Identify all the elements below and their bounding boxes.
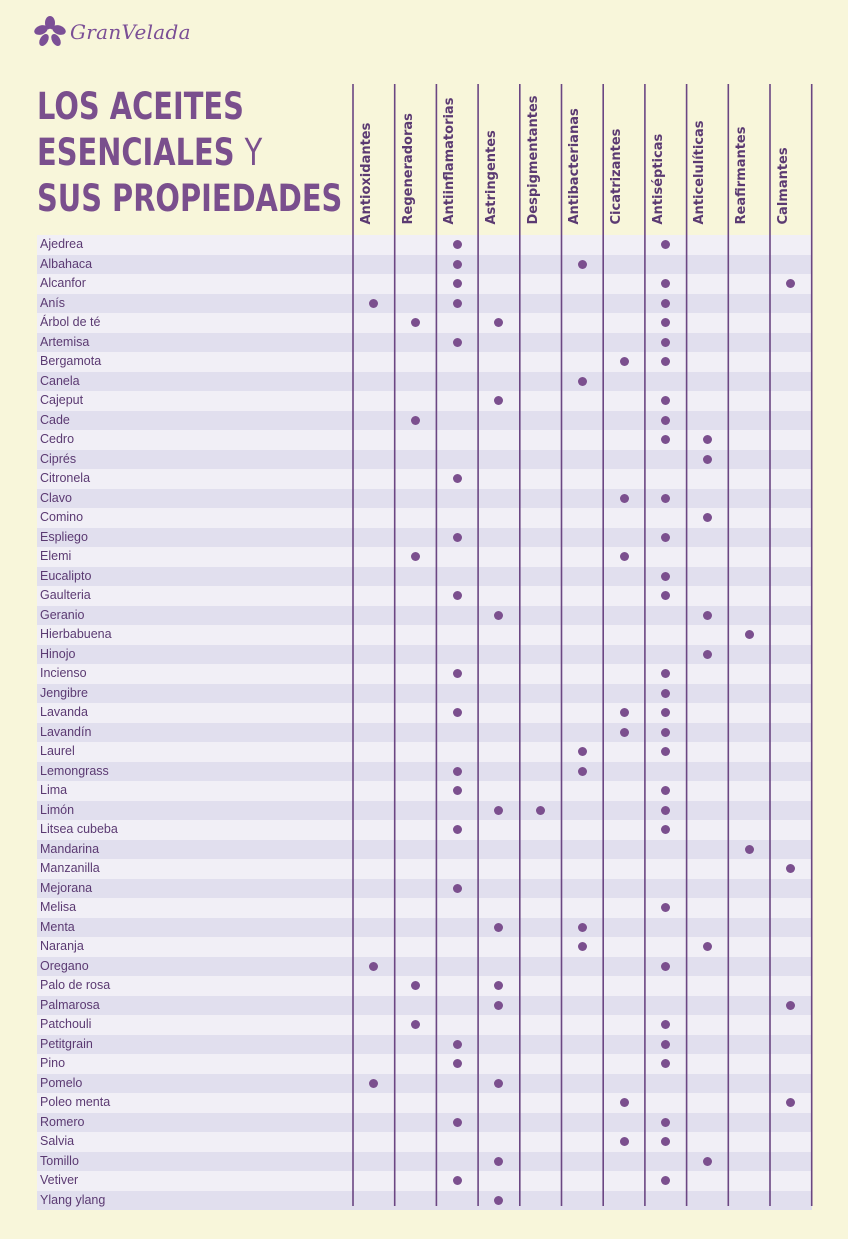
property-dot — [786, 864, 795, 873]
oil-name: Ajedrea — [40, 237, 84, 251]
property-dot — [661, 1040, 670, 1049]
oil-name: Elemi — [40, 549, 72, 563]
table-row — [37, 664, 812, 684]
property-dot — [411, 981, 420, 990]
property-dot — [620, 708, 629, 717]
table-row — [37, 586, 812, 606]
property-dot — [411, 552, 420, 561]
property-dot — [453, 338, 462, 347]
oil-name: Menta — [40, 919, 75, 934]
column-header-antisepticas — [645, 86, 687, 234]
column-header-label: Cicatrizantes — [609, 128, 625, 225]
oil-name: Eucalipto — [40, 568, 92, 583]
property-dot — [453, 786, 462, 795]
property-dot — [661, 1176, 670, 1185]
table-row — [37, 1054, 812, 1074]
title-line-2 — [37, 130, 271, 176]
oil-name: Palo de rosa — [40, 978, 111, 992]
property-dot — [494, 923, 503, 932]
property-dot — [578, 747, 587, 756]
table-row — [37, 898, 812, 918]
oil-name: Espliego — [40, 529, 88, 544]
brand-logo — [34, 12, 191, 52]
table-row — [37, 255, 812, 275]
oil-name: Poleo menta — [40, 1095, 111, 1109]
property-dot — [703, 455, 712, 464]
title-line-1: LOS ACEITES — [37, 85, 244, 128]
table-row — [37, 313, 812, 333]
table-row — [37, 918, 812, 938]
property-dot — [661, 728, 670, 737]
property-dot — [536, 806, 545, 815]
column-header-label: Astringentes — [483, 130, 499, 225]
table-row — [37, 1191, 812, 1211]
oil-name: Alcanfor — [40, 276, 86, 290]
property-dot — [453, 669, 462, 678]
property-dot — [494, 1196, 503, 1205]
table-row — [37, 352, 812, 372]
title-line-3: SUS PROPIEDADES — [37, 177, 343, 220]
table-row — [37, 625, 812, 645]
oil-name: Litsea cubeba — [40, 822, 118, 836]
brand-name: GranVelada — [70, 20, 191, 44]
title-line-2-suffix: Y — [244, 131, 263, 174]
property-dot — [494, 981, 503, 990]
table-row — [37, 1035, 812, 1055]
property-dot — [453, 1040, 462, 1049]
property-dot — [494, 1001, 503, 1010]
property-dot — [453, 1059, 462, 1068]
table-row — [37, 1132, 812, 1152]
column-header-label: Antiinflamatorias — [442, 97, 458, 225]
property-dot — [453, 299, 462, 308]
oil-name: Lavanda — [40, 705, 88, 719]
property-dot — [661, 1137, 670, 1146]
oil-name: Palmarosa — [40, 997, 100, 1012]
table-row — [37, 820, 812, 840]
property-dot — [453, 591, 462, 600]
table-row — [37, 450, 812, 470]
table-row — [37, 703, 812, 723]
oil-name: Limón — [40, 802, 75, 817]
property-dot — [661, 318, 670, 327]
oil-name: Gaulteria — [40, 588, 91, 602]
property-dot — [453, 884, 462, 893]
property-dot — [661, 338, 670, 347]
oil-name: Pino — [40, 1056, 66, 1070]
oil-name: Mandarina — [40, 841, 100, 856]
table-row — [37, 430, 812, 450]
property-dot — [661, 689, 670, 698]
property-dot — [703, 435, 712, 444]
oil-name: Laurel — [40, 744, 75, 758]
oil-name: Citronela — [40, 471, 91, 485]
property-dot — [620, 494, 629, 503]
oil-name: Mejorana — [40, 880, 93, 895]
oil-name: Ylang ylang — [40, 1192, 106, 1207]
table-row — [37, 333, 812, 353]
property-dot — [620, 728, 629, 737]
oil-name: Hinojo — [40, 646, 76, 661]
oil-name: Ciprés — [40, 451, 77, 466]
property-dot — [578, 942, 587, 951]
oil-name: Cedro — [40, 432, 75, 446]
oil-name: Árbol de té — [40, 315, 101, 329]
table-row — [37, 1113, 812, 1133]
property-dot — [578, 923, 587, 932]
table-row — [37, 411, 812, 431]
table-row — [37, 742, 812, 762]
column-header-calmantes — [770, 86, 812, 234]
oil-name: Pomelo — [40, 1075, 83, 1090]
table-row — [37, 1074, 812, 1094]
property-dot — [661, 786, 670, 795]
property-dot — [661, 572, 670, 581]
property-dot — [620, 1137, 629, 1146]
property-dot — [411, 416, 420, 425]
oil-name: Salvia — [40, 1134, 75, 1148]
property-dot — [453, 708, 462, 717]
properties-table — [37, 235, 812, 1210]
property-dot — [369, 299, 378, 308]
property-dot — [494, 806, 503, 815]
page-title — [37, 84, 343, 222]
column-header-antioxidantes — [353, 86, 395, 234]
property-dot — [453, 240, 462, 249]
property-dot — [620, 357, 629, 366]
property-dot — [411, 1020, 420, 1029]
table-row — [37, 489, 812, 509]
table-row — [37, 1152, 812, 1172]
table-row — [37, 235, 812, 255]
property-dot — [661, 903, 670, 912]
table-row — [37, 391, 812, 411]
property-dot — [661, 1020, 670, 1029]
property-dot — [786, 279, 795, 288]
table-row — [37, 508, 812, 528]
property-dot — [453, 533, 462, 542]
table-row — [37, 859, 812, 879]
property-dot — [661, 591, 670, 600]
property-dot — [578, 377, 587, 386]
column-header-label: Anticelulíticas — [692, 120, 708, 225]
oil-name: Cajeput — [40, 393, 84, 407]
oil-name: Artemisa — [40, 334, 90, 349]
property-dot — [453, 825, 462, 834]
table-row — [37, 879, 812, 899]
table-row — [37, 840, 812, 860]
oil-name: Albahaca — [40, 256, 93, 271]
property-dot — [494, 1079, 503, 1088]
oil-name: Jengibre — [40, 685, 88, 700]
property-dot — [703, 513, 712, 522]
property-dot — [745, 630, 754, 639]
property-dot — [661, 962, 670, 971]
property-dot — [369, 1079, 378, 1088]
oil-name: Lemongrass — [40, 763, 109, 778]
property-dot — [661, 357, 670, 366]
property-dot — [661, 669, 670, 678]
oil-name: Geranio — [40, 607, 85, 622]
property-dot — [661, 708, 670, 717]
oil-name: Romero — [40, 1114, 85, 1129]
property-dot — [661, 416, 670, 425]
column-header-anticeluliticas — [687, 86, 729, 234]
table-row — [37, 1171, 812, 1191]
table-row — [37, 567, 812, 587]
property-dot — [661, 1059, 670, 1068]
column-header-antibacterianas — [562, 86, 604, 234]
property-dot — [494, 318, 503, 327]
column-header-label: Antioxidantes — [358, 122, 374, 225]
table-row — [37, 1015, 812, 1035]
oil-name: Canela — [40, 373, 80, 388]
property-dot — [786, 1001, 795, 1010]
property-dot — [703, 942, 712, 951]
oil-name: Comino — [40, 510, 84, 524]
property-dot — [494, 1157, 503, 1166]
oil-name: Cade — [40, 412, 70, 427]
table-row — [37, 781, 812, 801]
column-header-label: Reafirmantes — [734, 126, 750, 225]
property-dot — [620, 552, 629, 561]
oil-name: Oregano — [40, 958, 89, 973]
table-row — [37, 606, 812, 626]
property-dot — [578, 767, 587, 776]
table-row — [37, 1093, 812, 1113]
column-header-label: Antisépticas — [650, 133, 666, 225]
table-row — [37, 937, 812, 957]
property-dot — [453, 260, 462, 269]
property-dot — [453, 767, 462, 776]
column-header-label: Despigmentantes — [525, 95, 541, 225]
property-dot — [786, 1098, 795, 1107]
table-row — [37, 801, 812, 821]
property-dot — [703, 650, 712, 659]
oil-name: Lavandín — [40, 724, 92, 739]
oil-name: Patchouli — [40, 1017, 92, 1031]
column-header-label: Calmantes — [775, 147, 791, 225]
table-row — [37, 684, 812, 704]
property-dot — [703, 1157, 712, 1166]
property-dot — [494, 611, 503, 620]
table-row — [37, 528, 812, 548]
oil-name: Bergamota — [40, 354, 102, 368]
property-dot — [453, 279, 462, 288]
column-header-antiinflamatorias — [436, 86, 478, 234]
oil-name: Anís — [40, 295, 66, 310]
oil-name: Melisa — [40, 900, 77, 914]
table-row — [37, 469, 812, 489]
column-header-cicatrizantes — [603, 86, 645, 234]
column-header-astringentes — [478, 86, 520, 234]
property-dot — [411, 318, 420, 327]
title-line-2-main: ESENCIALES — [37, 131, 235, 174]
table-row — [37, 294, 812, 314]
property-dot — [620, 1098, 629, 1107]
property-dot — [661, 533, 670, 542]
oil-name: Manzanilla — [40, 861, 100, 875]
property-dot — [703, 611, 712, 620]
table-row — [37, 996, 812, 1016]
oil-name: Clavo — [40, 490, 72, 505]
oil-name: Tomillo — [40, 1153, 79, 1168]
table-row — [37, 372, 812, 392]
oil-name: Hierbabuena — [40, 627, 112, 641]
property-dot — [661, 1118, 670, 1127]
property-dot — [453, 474, 462, 483]
oil-name: Vetiver — [40, 1173, 79, 1187]
table-row — [37, 645, 812, 665]
oil-name: Naranja — [40, 939, 84, 953]
column-header-despigmentantes — [520, 86, 562, 234]
property-dot — [661, 299, 670, 308]
property-dot — [578, 260, 587, 269]
column-header-regeneradoras — [395, 86, 437, 234]
property-dot — [661, 747, 670, 756]
property-dot — [661, 279, 670, 288]
column-header-reafirmantes — [728, 86, 770, 234]
property-dot — [661, 806, 670, 815]
column-header-label: Antibacterianas — [567, 108, 583, 225]
property-dot — [661, 396, 670, 405]
table-row — [37, 976, 812, 996]
table-row — [37, 762, 812, 782]
property-dot — [369, 962, 378, 971]
property-dot — [453, 1118, 462, 1127]
column-header-label: Regeneradoras — [400, 113, 416, 225]
property-dot — [745, 845, 754, 854]
oil-name: Petitgrain — [40, 1036, 93, 1051]
table-row — [37, 957, 812, 977]
property-dot — [661, 435, 670, 444]
property-dot — [661, 240, 670, 249]
table-row — [37, 547, 812, 567]
table-row — [37, 723, 812, 743]
oil-name: Incienso — [40, 666, 87, 680]
oil-name: Lima — [40, 783, 68, 797]
property-dot — [661, 825, 670, 834]
flower-icon — [34, 15, 66, 49]
property-dot — [661, 494, 670, 503]
table-row — [37, 274, 812, 294]
property-dot — [494, 396, 503, 405]
property-dot — [453, 1176, 462, 1185]
